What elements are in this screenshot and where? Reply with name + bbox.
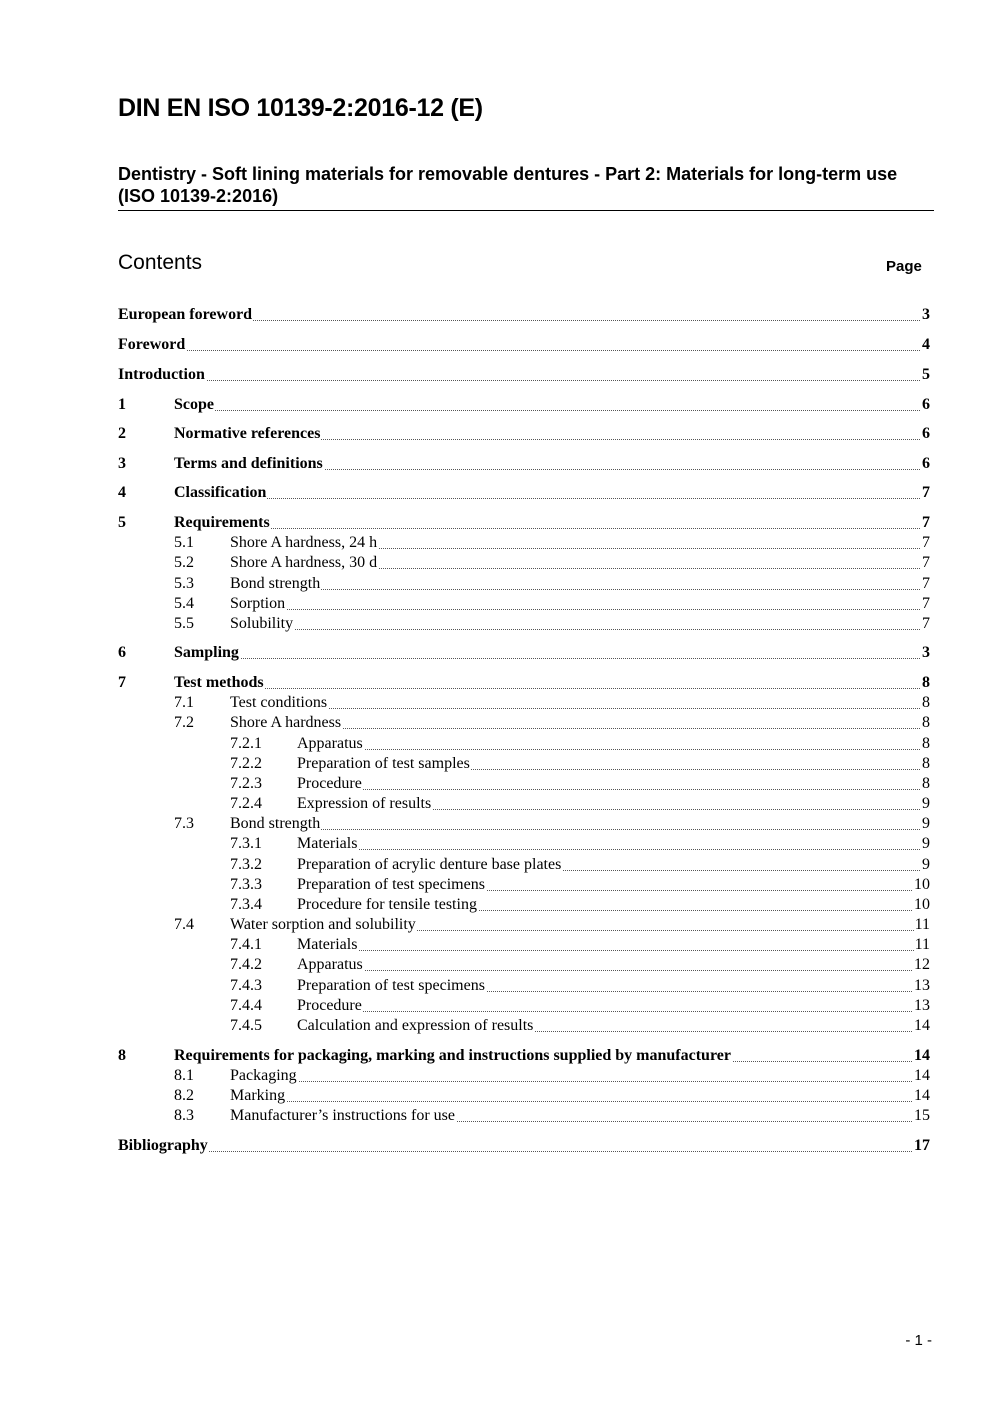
toc-entry-page: 13 [914, 997, 930, 1014]
toc-entry-page: 3 [922, 644, 930, 661]
toc-entry-number: 6 [118, 644, 126, 661]
toc-entry-title: Shore A hardness, 24 h [230, 534, 378, 551]
toc-entry-title: Test conditions [230, 694, 328, 711]
toc-entry-page: 11 [914, 936, 930, 953]
toc-entry-page: 8 [922, 674, 930, 691]
toc-entry-page: 14 [914, 1047, 930, 1064]
toc-entry-page: 17 [914, 1137, 930, 1154]
toc-entry-page: 9 [922, 815, 930, 832]
toc-entry-title: European foreword [118, 306, 253, 323]
toc-entry[interactable] [0, 834, 992, 854]
toc-entry-page: 6 [922, 455, 930, 472]
toc-entry-title: Requirements [174, 514, 270, 531]
doc-number: DIN EN ISO 10139-2:2016-12 (E) [118, 94, 483, 122]
toc-entry-title: Bibliography [118, 1137, 208, 1154]
toc-dot-leader [118, 1151, 920, 1152]
toc-entry-number: 5.3 [174, 575, 194, 592]
toc-entry-title: Bond strength [230, 575, 321, 592]
toc-entry-title: Materials [297, 835, 358, 852]
toc-dot-leader [118, 380, 920, 381]
toc-entry-title: Sorption [230, 595, 286, 612]
toc-entry[interactable] [0, 855, 992, 875]
toc-entry-title: Preparation of test specimens [297, 977, 485, 994]
toc-entry-page: 7 [922, 575, 930, 592]
toc-entry-number: 7.3.1 [230, 835, 262, 852]
toc-entry-page: 8 [922, 735, 930, 752]
toc-dot-leader [174, 658, 920, 659]
toc-dot-leader [230, 1101, 920, 1102]
toc-entry-title: Requirements for packaging, marking and instructions supplied by manufacturer [174, 1047, 731, 1064]
toc-entry-number: 7.4.4 [230, 997, 262, 1014]
toc-entry-title: Apparatus [297, 956, 363, 973]
toc-entry-number: 8 [118, 1047, 126, 1064]
toc-entry-title: Manufacturer’s instructions for use [230, 1107, 455, 1124]
toc-entry-title: Test methods [174, 674, 264, 691]
toc-entry-title: Solubility [230, 615, 294, 632]
toc-entry-number: 7.1 [174, 694, 194, 711]
toc-entry-page: 6 [922, 396, 930, 413]
toc-entry-number: 2 [118, 425, 126, 442]
toc-entry-title: Procedure [297, 997, 362, 1014]
page-column-heading: Page [886, 258, 922, 275]
toc-entry[interactable] [0, 915, 992, 935]
toc-entry[interactable] [0, 814, 992, 834]
toc-entry-title: Preparation of test specimens [297, 876, 485, 893]
toc-entry[interactable] [0, 875, 992, 895]
toc-entry-number: 7.2.4 [230, 795, 262, 812]
toc-entry-page: 8 [922, 714, 930, 731]
toc-entry-page: 14 [914, 1017, 930, 1034]
toc-entry-page: 4 [922, 336, 930, 353]
toc-dot-leader [174, 688, 920, 689]
toc-entry-number: 5 [118, 514, 126, 531]
footer-page-number: - 1 - [905, 1332, 932, 1349]
toc-dot-leader [230, 829, 920, 830]
toc-entry-page: 7 [922, 554, 930, 571]
toc-entry-title: Scope [174, 396, 214, 413]
toc-dot-leader [297, 789, 920, 790]
toc-entry-page: 10 [914, 896, 930, 913]
toc-entry[interactable] [0, 1066, 992, 1086]
toc-entry[interactable] [0, 533, 992, 553]
toc-entry-page: 14 [914, 1087, 930, 1104]
toc-entry[interactable] [0, 424, 992, 444]
toc-entry-number: 7.3.3 [230, 876, 262, 893]
toc-entry-title: Preparation of test samples [297, 755, 470, 772]
toc-dot-leader [297, 1011, 920, 1012]
toc-entry-page: 9 [922, 835, 930, 852]
toc-entry-number: 7.4.2 [230, 956, 262, 973]
toc-entry[interactable] [0, 1046, 992, 1066]
doc-subtitle: Dentistry - Soft lining materials for removable dentures - Part 2: Materials for long-term use (ISO 10139-2:2016) [118, 164, 898, 206]
toc-entry[interactable] [0, 594, 992, 614]
toc-dot-leader [118, 350, 920, 351]
toc-entry-page: 5 [922, 366, 930, 383]
toc-entry[interactable] [0, 614, 992, 634]
toc-entry-title: Foreword [118, 336, 186, 353]
toc-entry-page: 7 [922, 534, 930, 551]
toc-entry-page: 13 [914, 977, 930, 994]
toc-entry-title: Shore A hardness, 30 d [230, 554, 378, 571]
toc-entry-number: 4 [118, 484, 126, 501]
toc-entry[interactable] [0, 754, 992, 774]
toc-entry-number: 7.3.2 [230, 856, 262, 873]
toc-entry[interactable] [0, 553, 992, 573]
toc-entry-number: 7.3.4 [230, 896, 262, 913]
toc-entry-page: 12 [914, 956, 930, 973]
toc-dot-leader [230, 708, 920, 709]
toc-entry-title: Normative references [174, 425, 321, 442]
toc-entry[interactable] [0, 693, 992, 713]
toc-entry-number: 5.5 [174, 615, 194, 632]
toc-dot-leader [174, 410, 920, 411]
toc-entry-title: Materials [297, 936, 358, 953]
toc-entry[interactable] [0, 774, 992, 794]
toc-entry-page: 7 [922, 615, 930, 632]
toc-entry-number: 3 [118, 455, 126, 472]
toc-entry-number: 7.2.2 [230, 755, 262, 772]
toc-entry[interactable] [0, 734, 992, 754]
toc-entry-title: Procedure [297, 775, 362, 792]
toc-entry[interactable] [0, 996, 992, 1016]
toc-entry-title: Water sorption and solubility [230, 916, 416, 933]
toc-entry-page: 6 [922, 425, 930, 442]
toc-dot-leader [230, 629, 920, 630]
toc-dot-leader [297, 970, 920, 971]
toc-entry[interactable] [0, 673, 992, 693]
toc-dot-leader [230, 589, 920, 590]
toc-entry-number: 7.2.1 [230, 735, 262, 752]
toc-entry-title: Classification [174, 484, 267, 501]
toc-entry-page: 8 [922, 775, 930, 792]
toc-entry-page: 3 [922, 306, 930, 323]
toc-entry-page: 8 [922, 755, 930, 772]
toc-entry-number: 8.2 [174, 1087, 194, 1104]
toc-entry-title: Preparation of acrylic denture base plates [297, 856, 562, 873]
toc-entry-title: Apparatus [297, 735, 363, 752]
toc-entry-number: 7.3 [174, 815, 194, 832]
toc-entry-page: 8 [922, 694, 930, 711]
toc-dot-leader [297, 749, 920, 750]
toc-entry[interactable] [0, 976, 992, 996]
toc-entry-title: Packaging [230, 1067, 297, 1084]
toc-dot-leader [174, 498, 920, 499]
toc-entry[interactable] [0, 955, 992, 975]
toc-entry-number: 7.2 [174, 714, 194, 731]
toc-entry[interactable] [0, 1136, 992, 1156]
toc-dot-leader [297, 849, 920, 850]
toc-dot-leader [230, 1081, 920, 1082]
toc-entry-title: Introduction [118, 366, 205, 383]
toc-entry[interactable] [0, 643, 992, 663]
toc-entry-title: Marking [230, 1087, 286, 1104]
toc-entry-number: 7.4.3 [230, 977, 262, 994]
toc-entry-page: 15 [914, 1107, 930, 1124]
toc-entry[interactable] [0, 935, 992, 955]
toc-entry[interactable] [0, 713, 992, 733]
toc-entry[interactable] [0, 1086, 992, 1106]
toc-entry[interactable] [0, 454, 992, 474]
toc-entry-number: 7.4 [174, 916, 194, 933]
toc-entry-number: 5.2 [174, 554, 194, 571]
toc-entry-number: 5.4 [174, 595, 194, 612]
toc-entry-page: 10 [914, 876, 930, 893]
toc-entry-title: Bond strength [230, 815, 321, 832]
toc-entry-number: 7.4.5 [230, 1017, 262, 1034]
toc-entry[interactable] [0, 305, 992, 325]
toc-entry[interactable] [0, 1016, 992, 1036]
toc-entry[interactable] [0, 365, 992, 385]
toc-dot-leader [230, 609, 920, 610]
toc-entry-number: 8.3 [174, 1107, 194, 1124]
toc-entry-page: 9 [922, 856, 930, 873]
toc-entry-page: 7 [922, 595, 930, 612]
toc-entry[interactable] [0, 895, 992, 915]
toc-entry-title: Terms and definitions [174, 455, 323, 472]
toc-entry-number: 7.2.3 [230, 775, 262, 792]
toc-entry-title: Calculation and expression of results [297, 1017, 534, 1034]
toc-entry-number: 5.1 [174, 534, 194, 551]
toc-entry-number: 1 [118, 396, 126, 413]
toc-dot-leader [174, 528, 920, 529]
toc-entry-title: Expression of results [297, 795, 432, 812]
toc-entry-number: 8.1 [174, 1067, 194, 1084]
toc-dot-leader [297, 950, 920, 951]
toc-entry[interactable] [0, 395, 992, 415]
toc-entry-page: 9 [922, 795, 930, 812]
toc-entry[interactable] [0, 335, 992, 355]
toc-entry-number: 7.4.1 [230, 936, 262, 953]
toc-entry-title: Shore A hardness [230, 714, 342, 731]
toc-entry[interactable] [0, 574, 992, 594]
toc-entry-page: 7 [922, 514, 930, 531]
toc-entry-number: 7 [118, 674, 126, 691]
contents-heading: Contents [118, 251, 203, 274]
toc-entry-title: Procedure for tensile testing [297, 896, 477, 913]
toc-entry[interactable] [0, 513, 992, 533]
toc-entry-page: 14 [914, 1067, 930, 1084]
toc-entry[interactable] [0, 1106, 992, 1126]
toc-entry[interactable] [0, 483, 992, 503]
toc-entry[interactable] [0, 794, 992, 814]
toc-entry-title: Sampling [174, 644, 239, 661]
toc-entry-page: 7 [922, 484, 930, 501]
toc-entry-page: 11 [914, 916, 930, 933]
